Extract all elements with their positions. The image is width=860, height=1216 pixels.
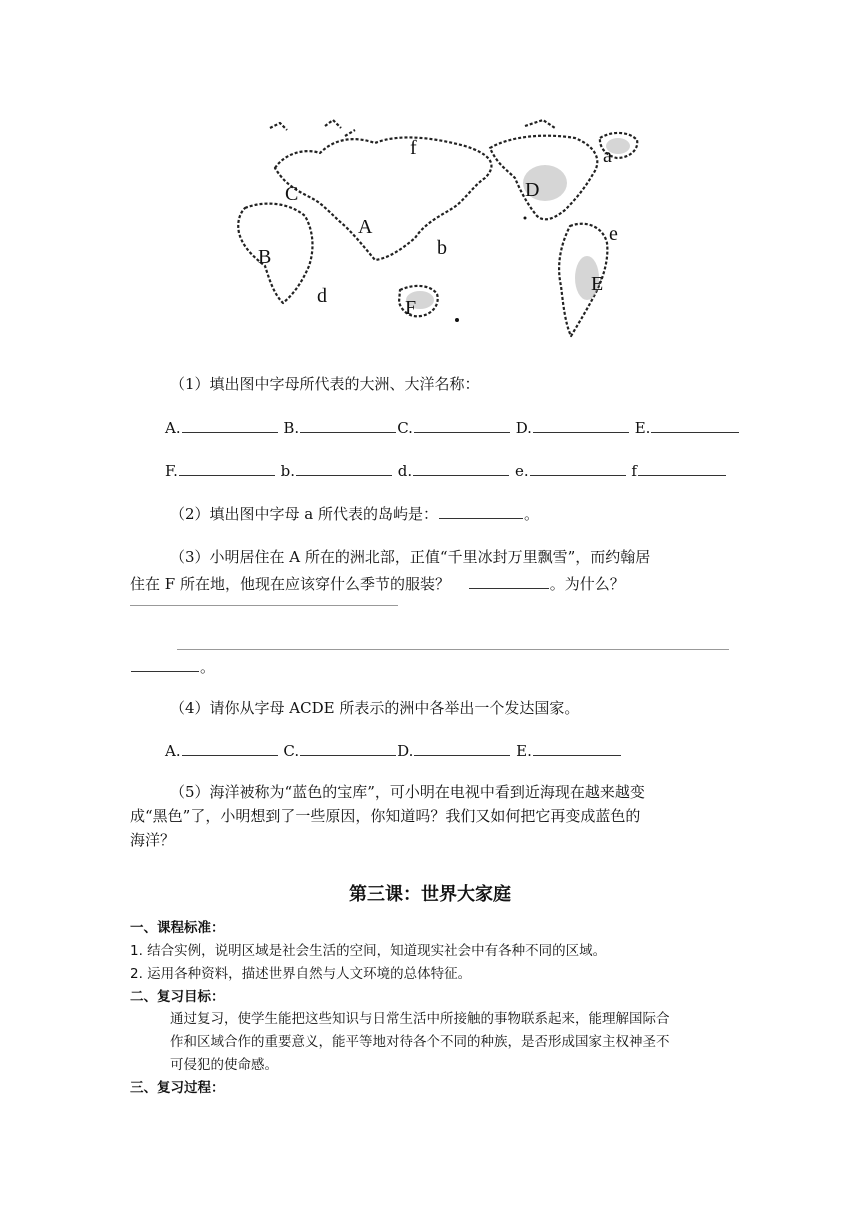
answer-blank[interactable]	[131, 657, 199, 672]
arctic-islands	[270, 120, 555, 136]
q2-line	[170, 504, 539, 524]
lesson-title: 第三课：世界大家庭	[349, 884, 511, 905]
review-goals-line-1: 通过复习，使学生能把这些知识与日常生活中所接触的事物联系起来，能理解国际合	[170, 1011, 670, 1027]
review-goals-line-2: 作和区域合作的重要意义，能平等地对待各个不同的种族，是否形成国家主权神圣不	[170, 1034, 670, 1050]
map-label-F: F	[405, 297, 417, 319]
q1-row1-c: C.	[397, 419, 413, 437]
answer-blank[interactable]	[638, 461, 726, 476]
q1-row1-e: E.	[634, 419, 651, 437]
answer-blank[interactable]	[300, 418, 396, 433]
map-label-d: d	[317, 285, 327, 307]
q3-end: 。	[200, 658, 216, 676]
q1-row2-e: e.	[514, 462, 529, 480]
map-label-A: A	[358, 216, 373, 238]
answer-blank[interactable]	[179, 461, 275, 476]
q4-prompt: （4）请你从字母 ACDE 所表示的洲中各举出一个发达国家。	[170, 699, 580, 717]
q2-end: 。	[524, 505, 540, 523]
answer-blank[interactable]	[533, 741, 621, 756]
q3-end-line	[130, 657, 215, 677]
answer-blank[interactable]	[414, 418, 510, 433]
q4-d: D.	[397, 742, 414, 760]
q1-row1-d: D.	[515, 419, 532, 437]
answer-line[interactable]	[177, 649, 729, 650]
map-label-D: D	[525, 179, 540, 201]
map-label-B: B	[258, 246, 272, 268]
eurasia-outline	[275, 137, 491, 260]
section-review-goals: 二、复习目标：	[130, 989, 225, 1005]
q5-line1: （5）海洋被称为“蓝色的宝库”，可小明在电视中看到近海现在越来越变	[170, 783, 645, 801]
answer-blank[interactable]	[533, 418, 629, 433]
course-standard-item-1: 1. 结合实例，说明区域是社会生活的空间，知道现实社会中有各种不同的区域。	[130, 943, 607, 959]
q3-line1: （3）小明居住在 A 所在的洲北部，正值“千里冰封万里飘雪”，而约翰居	[170, 548, 651, 566]
answer-blank[interactable]	[469, 574, 549, 589]
answer-line[interactable]	[130, 605, 398, 606]
q1-row2	[165, 461, 727, 481]
q4-c: C.	[283, 742, 300, 760]
q1-row2-d: d.	[397, 462, 413, 480]
review-goals-line-3: 可侵犯的使命感。	[170, 1057, 278, 1073]
q1-row1-a: A.	[165, 419, 181, 437]
q3-line2a: 住在 F 所在地，他现在应该穿什么季节的服装？	[130, 575, 450, 593]
answer-blank[interactable]	[182, 741, 278, 756]
q4-row	[165, 741, 622, 761]
map-label-a: a	[603, 145, 612, 167]
q3-line2	[130, 574, 625, 594]
q4-e: E.	[516, 742, 532, 760]
section-course-standard: 一、课程标准：	[130, 920, 225, 936]
q4-a: A.	[165, 742, 181, 760]
map-label-f: f	[410, 137, 417, 159]
answer-blank[interactable]	[414, 741, 510, 756]
q1-row2-b: b.	[280, 462, 295, 480]
q3-line2b: 。为什么？	[549, 575, 625, 593]
q5-line2: 成“黑色”了，小明想到了一些原因，你知道吗？我们又如何把它再变成蓝色的	[130, 807, 641, 825]
map-label-E: E	[591, 273, 604, 295]
answer-blank[interactable]	[530, 461, 626, 476]
answer-blank[interactable]	[296, 461, 392, 476]
q2-text: （2）填出图中字母 a 所代表的岛屿是：	[170, 505, 439, 523]
q1-row1	[165, 418, 740, 438]
q1-row2-f: F.	[165, 462, 178, 480]
course-standard-item-2: 2. 运用各种资料，描述世界自然与人文环境的总体特征。	[130, 966, 472, 982]
answer-blank[interactable]	[439, 504, 523, 519]
q1-prompt: （1）填出图中字母所代表的大洲、大洋名称：	[170, 375, 480, 393]
answer-blank[interactable]	[651, 418, 739, 433]
world-map	[225, 108, 665, 348]
map-label-e: e	[609, 223, 618, 245]
q1-row1-b: B.	[283, 419, 300, 437]
map-label-C: C	[285, 183, 299, 205]
answer-blank[interactable]	[413, 461, 509, 476]
section-review-process: 三、复习过程：	[130, 1080, 225, 1096]
q5-line3: 海洋？	[130, 831, 176, 849]
answer-blank[interactable]	[300, 741, 396, 756]
answer-blank[interactable]	[182, 418, 278, 433]
africa-outline	[238, 204, 312, 303]
map-label-b: b	[437, 237, 447, 259]
q1-row2-f2: f	[631, 462, 637, 480]
